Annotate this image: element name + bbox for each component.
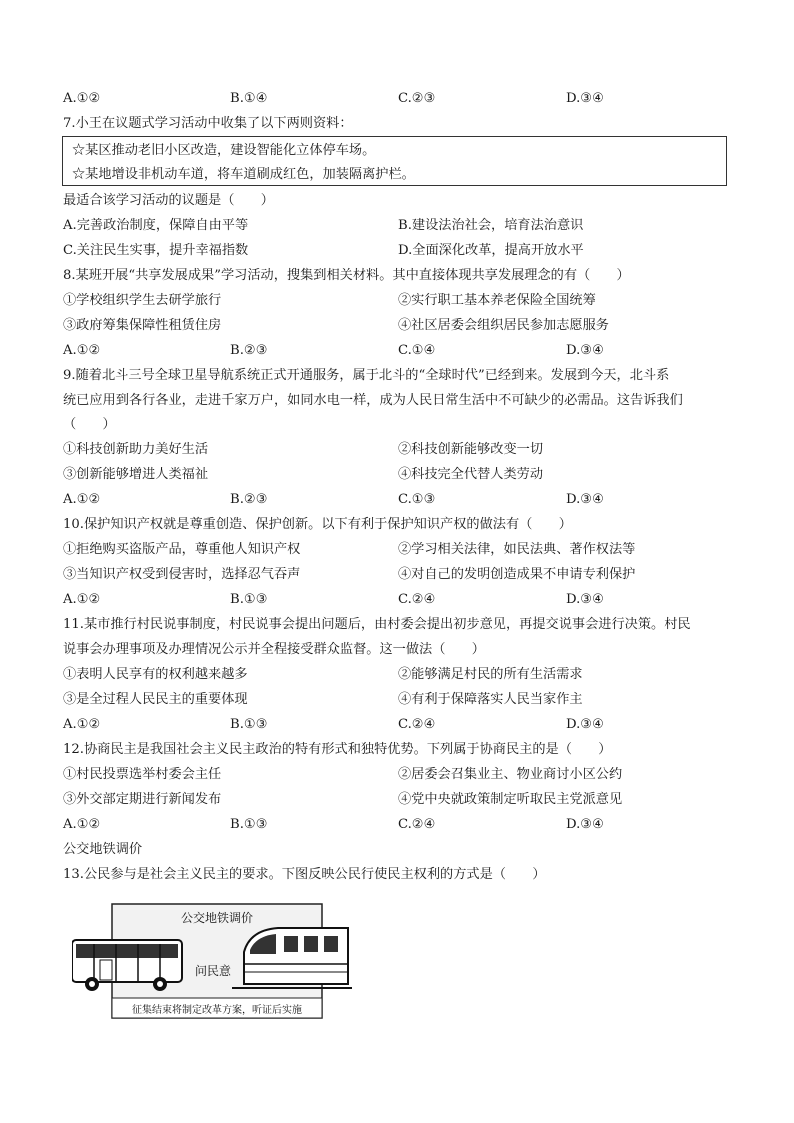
q9-stem-line2: 统已应用到各行各业，走进千家万户，如同水电一样，成为人民日常生活中不可缺少的必需品。这告诉我们 bbox=[63, 393, 683, 408]
q11-item-3: ③是全过程人民民主的重要体现 bbox=[63, 692, 248, 707]
q10-item-4: ④对自己的发明创造成果不申请专利保护 bbox=[398, 567, 636, 582]
q7-option-a: A.完善政治制度，保障自由平等 bbox=[63, 218, 249, 233]
q11-stem-line1: 11.某市推行村民说事制度，村民说事会提出问题后，由村委会提出初步意见，再提交说事会进行决策。村民 bbox=[63, 617, 691, 632]
q9-option-b: B.②③ bbox=[230, 492, 268, 507]
q11-item-2: ②能够满足村民的所有生活需求 bbox=[398, 667, 583, 682]
q8-item-2: ②实行职工基本养老保险全国统筹 bbox=[398, 293, 596, 308]
q13-illustration-svg bbox=[72, 902, 352, 1022]
q9-item-2: ②科技创新能够改变一切 bbox=[398, 442, 544, 457]
q13-stem: 13.公民参与是社会主义民主的要求。下图反映公民行使民主权利的方式是（ ） bbox=[63, 867, 546, 882]
q7-option-d: D.全面深化改革，提高开放水平 bbox=[398, 243, 584, 258]
q9-stem-line1: 9.随着北斗三号全球卫星导航系统正式开通服务，属于北斗的“全球时代”已经到来。发展到今天，北斗系 bbox=[63, 368, 670, 383]
q11-option-d: D.③④ bbox=[566, 717, 604, 732]
q12-option-a: A.①② bbox=[63, 817, 101, 832]
q12-item-3: ③外交部定期进行新闻发布 bbox=[63, 792, 222, 807]
q13-illustration bbox=[72, 902, 352, 1022]
q11-item-1: ①表明人民享有的权利越来越多 bbox=[63, 667, 248, 682]
q9-item-1: ①科技创新助力美好生活 bbox=[63, 442, 209, 457]
q8-option-a: A.①② bbox=[63, 343, 101, 358]
q9-option-c: C.①③ bbox=[398, 492, 436, 507]
q8-item-3: ③政府筹集保障性租赁住房 bbox=[63, 318, 222, 333]
q12-option-b: B.①③ bbox=[230, 817, 268, 832]
q7-stem: 7.小王在议题式学习活动中收集了以下两则资料： bbox=[63, 116, 353, 131]
q6-option-c: C.②③ bbox=[398, 91, 436, 106]
q11-option-b: B.①③ bbox=[230, 717, 268, 732]
q7-option-b: B.建设法治社会，培育法治意识 bbox=[398, 218, 584, 233]
illustration-footer-text: 征集结束将制定改革方案，听证后实施 bbox=[132, 1005, 302, 1016]
q10-option-d: D.③④ bbox=[566, 592, 604, 607]
q7-option-c: C.关注民生实事，提升幸福指数 bbox=[63, 243, 249, 258]
q6-option-d: D.③④ bbox=[566, 91, 604, 106]
q12-item-2: ②居委会召集业主、物业商讨小区公约 bbox=[398, 767, 623, 782]
q10-option-b: B.①③ bbox=[230, 592, 268, 607]
q10-option-a: A.①② bbox=[63, 592, 101, 607]
figure-caption: 公交地铁调价 bbox=[63, 842, 143, 857]
q10-option-c: C.②④ bbox=[398, 592, 436, 607]
q6-option-b: B.①④ bbox=[230, 91, 268, 106]
q12-option-d: D.③④ bbox=[566, 817, 604, 832]
q9-item-3: ③创新能够增进人类福祉 bbox=[63, 467, 209, 482]
q12-stem: 12.协商民主是我国社会主义民主政治的特有形式和独特优势。下列属于协商民主的是（ ） bbox=[63, 742, 612, 757]
q10-item-1: ①拒绝购买盗版产品，尊重他人知识产权 bbox=[63, 542, 301, 557]
q8-option-b: B.②③ bbox=[230, 343, 268, 358]
q10-item-2: ②学习相关法律，如民法典、著作权法等 bbox=[398, 542, 636, 557]
q11-stem-line2: 说事会办理事项及办理情况公示并全程接受群众监督。这一做法（ ） bbox=[63, 642, 485, 657]
q9-item-4: ④科技完全代替人类劳动 bbox=[398, 467, 544, 482]
q9-stem-line3: （ ） bbox=[63, 417, 116, 432]
q8-option-d: D.③④ bbox=[566, 343, 604, 358]
q12-option-c: C.②④ bbox=[398, 817, 436, 832]
q10-item-3: ③当知识产权受到侵害时，选择忍气吞声 bbox=[63, 567, 301, 582]
q12-item-4: ④党中央就政策制定听取民主党派意见 bbox=[398, 792, 623, 807]
q12-item-1: ①村民投票选举村委会主任 bbox=[63, 767, 222, 782]
q11-item-4: ④有利于保障落实人民当家作主 bbox=[398, 692, 583, 707]
q9-option-d: D.③④ bbox=[566, 492, 604, 507]
q7-material-2: ☆某地增设非机动车道，将车道刷成红色，加装隔离护栏。 bbox=[72, 167, 415, 182]
q9-option-a: A.①② bbox=[63, 492, 101, 507]
q11-option-c: C.②④ bbox=[398, 717, 436, 732]
q7-ask: 最适合该学习活动的议题是（ ） bbox=[63, 193, 274, 208]
q10-stem: 10.保护知识产权就是尊重创造、保护创新。以下有利于保护知识产权的做法有（ ） bbox=[63, 517, 572, 532]
q11-option-a: A.①② bbox=[63, 717, 101, 732]
q8-stem: 8.某班开展“共享发展成果”学习活动，搜集到相关材料。其中直接体现共享发展理念的有（ ） bbox=[63, 268, 630, 283]
q6-option-a: A.①② bbox=[63, 91, 101, 106]
q7-material-1: ☆某区推动老旧小区改造，建设智能化立体停车场。 bbox=[72, 143, 376, 158]
illustration-title: 公交地铁调价 bbox=[180, 911, 254, 925]
q8-item-1: ①学校组织学生去研学旅行 bbox=[63, 293, 222, 308]
q8-item-4: ④社区居委会组织居民参加志愿服务 bbox=[398, 318, 609, 333]
q7-material-box bbox=[62, 136, 727, 186]
illustration-middle-label: 问民意 bbox=[194, 964, 232, 978]
q8-option-c: C.①④ bbox=[398, 343, 436, 358]
